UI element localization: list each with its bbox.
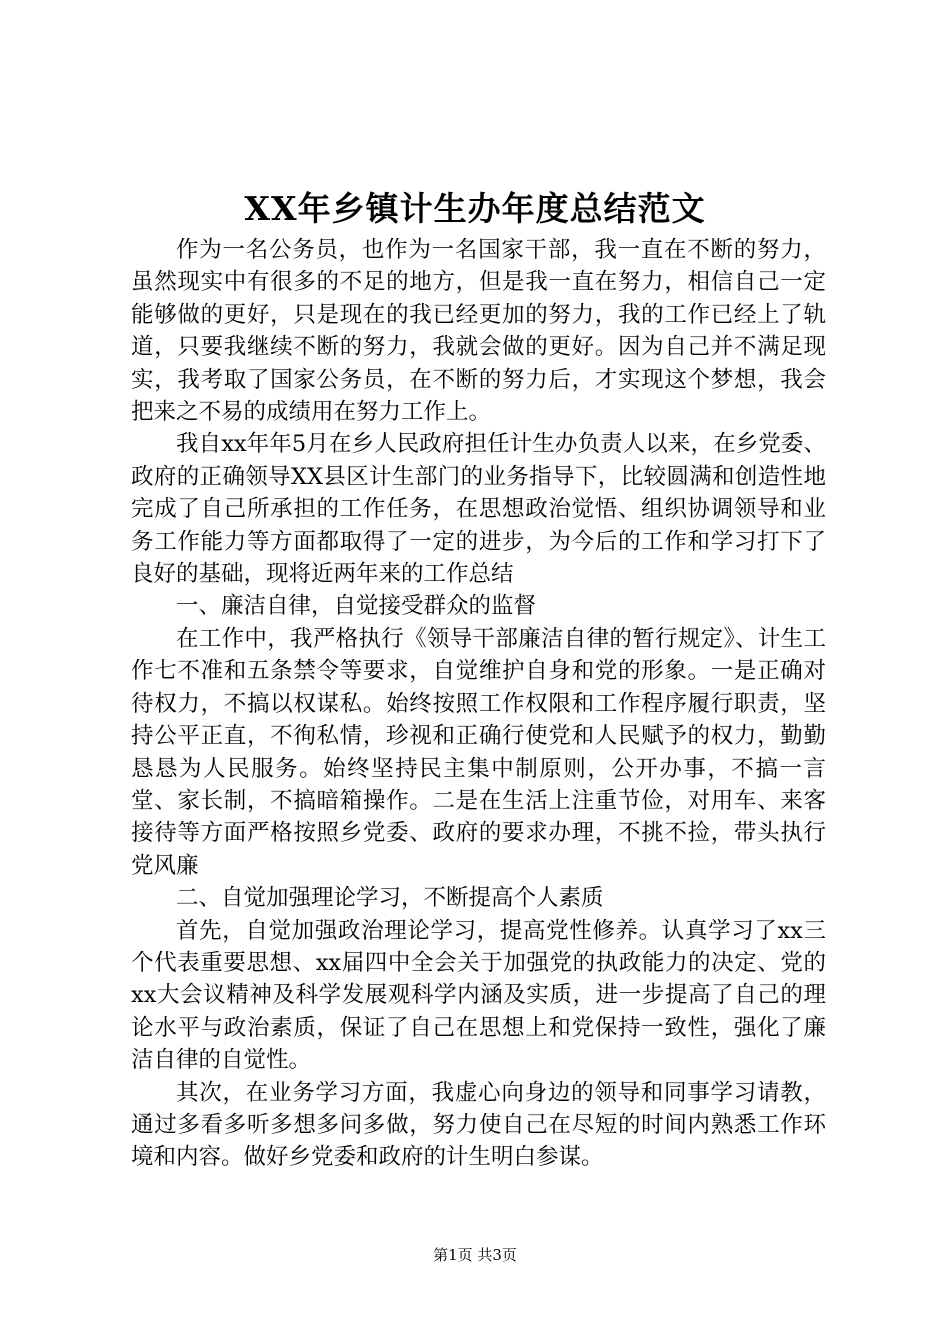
document-title: XX年乡镇计生办年度总结范文 [244, 189, 706, 228]
paragraph-theory-study: 首先，自觉加强政治理论学习，提高党性修养。认真学习了xx三个代表重要思想、xx届四中全会关于加强党的执政能力的决定、党的xx大会议精神及科学发展观科学内涵及实质，进一步提高了自己的理论水平与政治素质，保证了自己在思想上和党保持一致性，强化了廉洁自律的自觉性。 [131, 917, 826, 1074]
paragraph-business-study: 其次，在业务学习方面，我虚心向身边的领导和同事学习请教，通过多看多听多想多问多做，努力使自己在尽短的时间内熟悉工作环境和内容。做好乡党委和政府的计生明白参谋。 [131, 1079, 826, 1171]
paragraph-intro: 作为一名公务员，也作为一名国家干部，我一直在不断的努力，虽然现实中有很多的不足的地方，但是我一直在努力，相信自己一定能够做的更好，只是现在的我已经更加的努力，我的工作已经上了轨道，只要我继续不断的努力，我就会做的更好。因为自己并不满足现实，我考取了国家公务员，在不断的努力后，才实现这个梦想，我会把来之不易的成绩用在努力工作上。 [131, 237, 826, 426]
section-heading-1: 一、廉洁自律，自觉接受群众的监督 [176, 593, 537, 620]
paragraph-overview: 我自xx年年5月在乡人民政府担任计生办负责人以来，在乡党委、政府的正确领导XX县区计生部门的业务指导下，比较圆满和创造性地完成了自己所承担的工作任务，在思想政治觉悟、组织协调领导和业务工作能力等方面都取得了一定的进步，为今后的工作和学习打下了良好的基础，现将近两年来的工作总结 [131, 431, 826, 588]
document-body [131, 234, 826, 1174]
paragraph-integrity: 在工作中，我严格执行《领导干部廉洁自律的暂行规定》、计生工作七不准和五条禁令等要求，自觉维护自身和党的形象。一是正确对待权力，不搞以权谋私。始终按照工作权限和工作程序履行职责，坚持公平正直，不徇私情，珍视和正确行使党和人民赋予的权力，勤勤恳恳为人民服务。始终坚持民主集中制原则，公开办事，不搞一言堂、家长制，不搞暗箱操作。二是在生活上注重节俭，对用车、来客接待等方面严格按照乡党委、政府的要求办理，不挑不捡，带头执行党风廉 [131, 625, 826, 879]
section-heading-2: 二、自觉加强理论学习，不断提高个人素质 [176, 885, 604, 912]
page-number-footer: 第1页 共3页 [433, 1246, 517, 1264]
